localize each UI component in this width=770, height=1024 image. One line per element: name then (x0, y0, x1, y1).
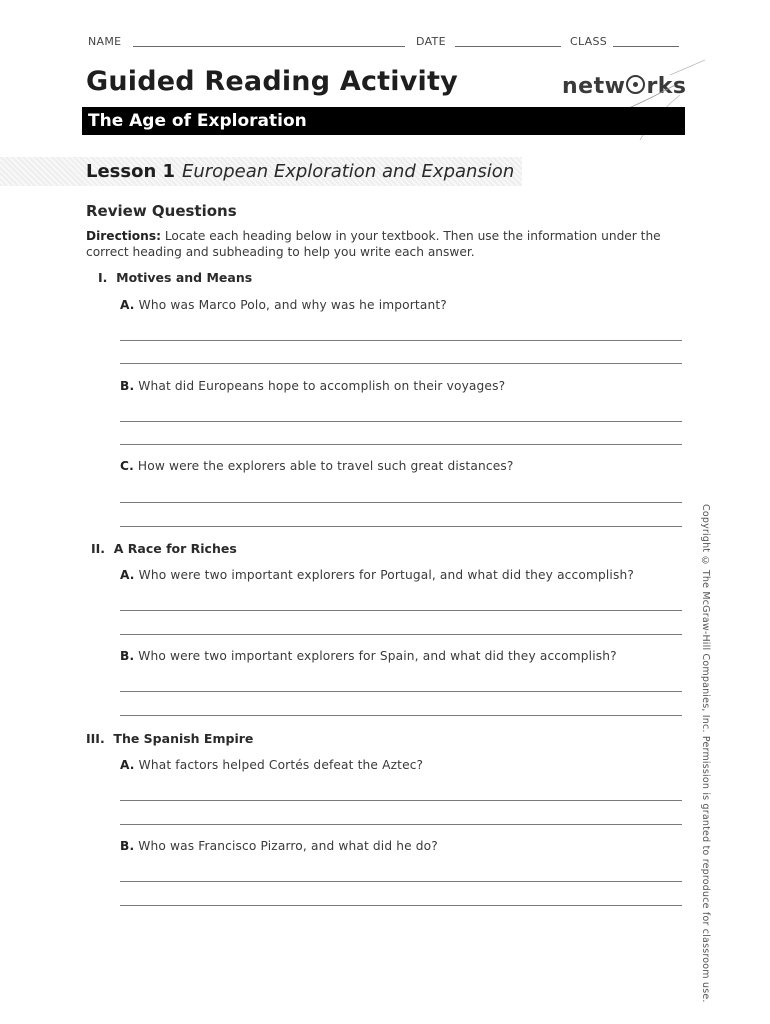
answer-line[interactable] (120, 800, 682, 801)
answer-line[interactable] (120, 881, 682, 882)
answer-line[interactable] (120, 363, 682, 364)
answer-line[interactable] (120, 444, 682, 445)
class-field[interactable] (613, 46, 679, 47)
question (120, 379, 505, 393)
name-field[interactable] (133, 46, 405, 47)
question (120, 649, 617, 663)
answer-line[interactable] (120, 502, 682, 503)
section-numeral: II. (91, 541, 106, 556)
section-numeral: III. (86, 731, 105, 746)
question-text: Who was Francisco Pizarro, and what did he do? (138, 839, 438, 853)
question (120, 568, 634, 582)
answer-line[interactable] (120, 526, 682, 527)
question (120, 298, 447, 312)
directions-text: Locate each heading below in your textbook. Then use the information under the correct heading and subheading to help you write each answer. (86, 229, 661, 259)
copyright-notice: Copyright © The McGraw-Hill Companies, Inc. Permission is granted to reproduce for classroom use. (700, 504, 711, 1003)
answer-line[interactable] (120, 715, 682, 716)
question-text: What did Europeans hope to accomplish on their voyages? (138, 379, 506, 393)
section-heading (91, 541, 237, 556)
answer-line[interactable] (120, 824, 682, 825)
section-numeral: I. (98, 270, 108, 285)
date-field[interactable] (455, 46, 561, 47)
section-title: A Race for Riches (113, 541, 237, 556)
page-title: Guided Reading Activity (86, 66, 458, 97)
brand-logo-pre: netw (562, 74, 626, 99)
question-letter: B. (120, 379, 135, 393)
question (120, 839, 438, 853)
section-heading (98, 270, 252, 285)
directions-label: Directions: (86, 229, 161, 243)
answer-line[interactable] (120, 634, 682, 635)
review-heading: Review Questions (86, 202, 237, 220)
section-title: The Spanish Empire (113, 731, 254, 746)
question-letter: A. (120, 758, 135, 772)
question-letter: B. (120, 649, 135, 663)
brand-logo-post: rks (646, 74, 687, 99)
lesson-number: Lesson 1 (86, 161, 176, 182)
question-text: What factors helped Cortés defeat the Aztec? (138, 758, 424, 772)
question-text: Who were two important explorers for Portugal, and what did they accomplish? (138, 568, 634, 582)
class-label: CLASS (570, 35, 608, 48)
answer-line[interactable] (120, 421, 682, 422)
question-text: Who was Marco Polo, and why was he important? (138, 298, 447, 312)
section-title: Motives and Means (116, 270, 253, 285)
name-label: NAME (88, 35, 122, 48)
question (120, 758, 423, 772)
question-letter: C. (120, 459, 134, 473)
lesson-name: European Exploration and Expansion (182, 161, 515, 182)
section-heading (86, 731, 253, 746)
directions (86, 228, 676, 260)
banner-title: The Age of Exploration (88, 111, 307, 131)
answer-line[interactable] (120, 691, 682, 692)
question-letter: B. (120, 839, 135, 853)
question-text: Who were two important explorers for Spain, and what did they accomplish? (138, 649, 617, 663)
question-text: How were the explorers able to travel such great distances? (137, 459, 514, 473)
answer-line[interactable] (120, 610, 682, 611)
date-label: DATE (416, 35, 446, 48)
question-letter: A. (120, 298, 135, 312)
question (120, 459, 513, 473)
answer-line[interactable] (120, 905, 682, 906)
question-letter: A. (120, 568, 135, 582)
answer-line[interactable] (120, 340, 682, 341)
